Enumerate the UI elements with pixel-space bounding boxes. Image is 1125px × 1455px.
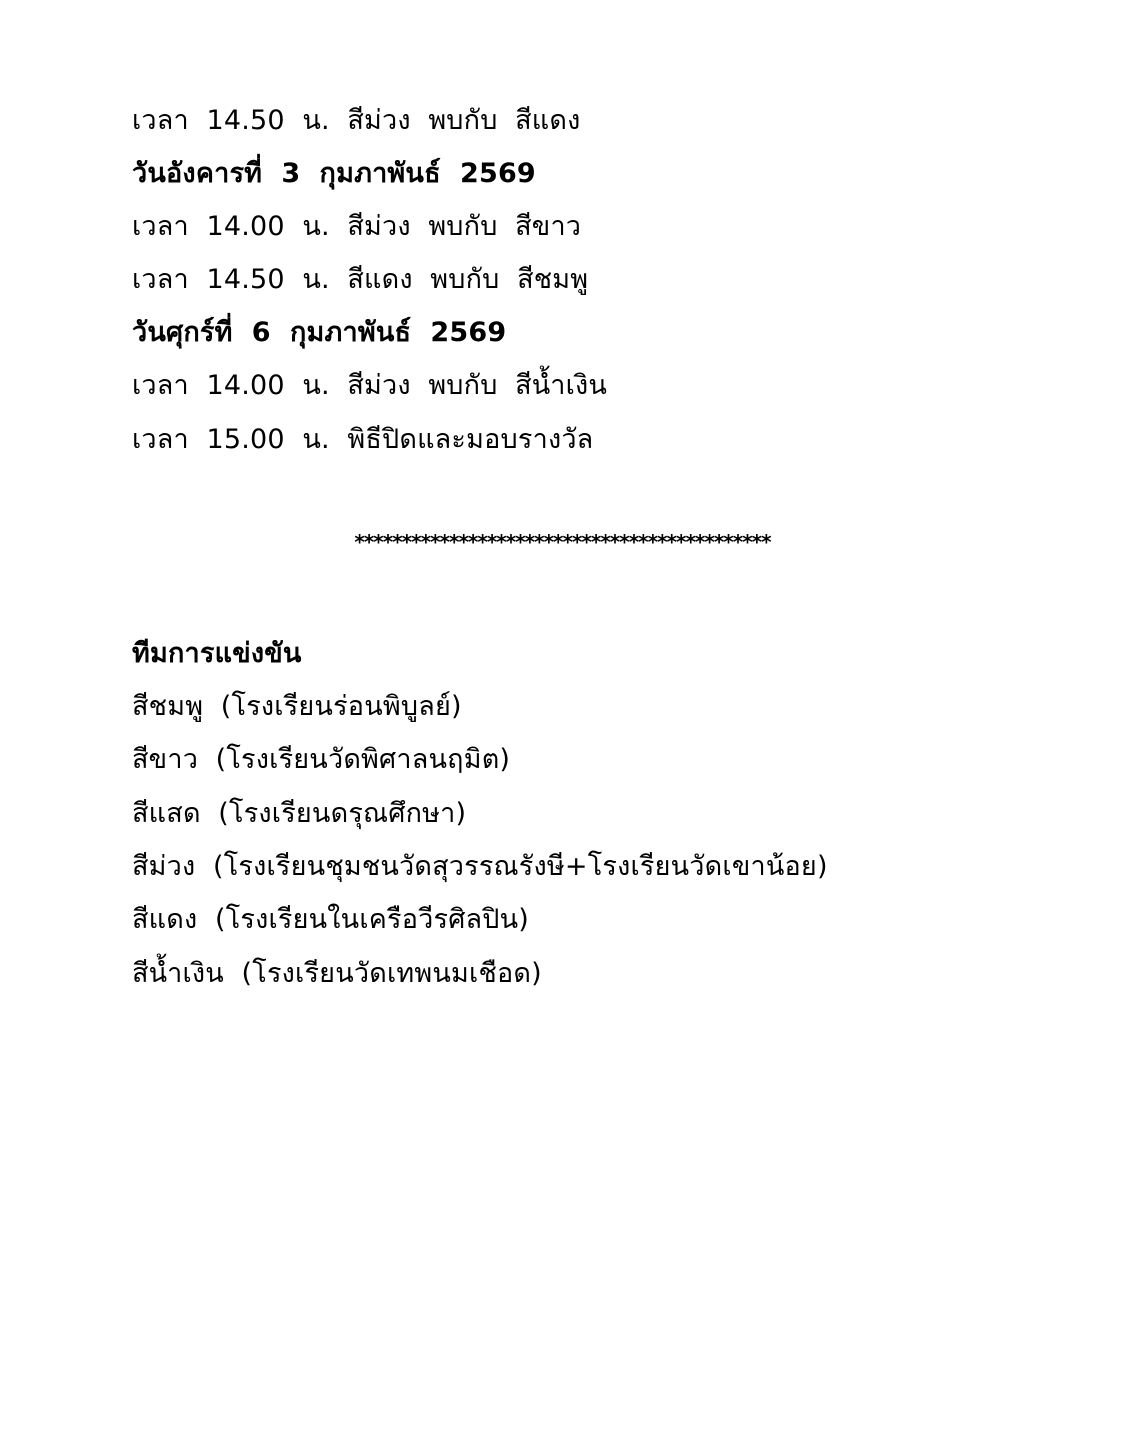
day-heading-tuesday: วันอังคารที่ 3 กุมภาพันธ์ 2569 — [132, 158, 536, 189]
day-heading-friday: วันศุกร์ที่ 6 กุมภาพันธ์ 2569 — [132, 317, 507, 348]
team-item-red: สีแดง (โรงเรียนในเครือวีรศิลปิน) — [132, 904, 530, 935]
team-item-purple: สีม่วง (โรงเรียนชุมชนวัดสุวรรณรังษี+โรงเรียนวัดเขาน้อย) — [132, 851, 828, 882]
schedule-line: เวลา 14.00 น. สีม่วง พบกับ สีขาว — [132, 211, 582, 242]
schedule-line: เวลา 14.50 น. สีม่วง พบกับ สีแดง — [132, 105, 581, 136]
team-item-pink: สีชมพู (โรงเรียนร่อนพิบูลย์) — [132, 691, 462, 722]
team-item-orange: สีแสด (โรงเรียนดรุณศึกษา) — [132, 798, 467, 829]
team-item-blue: สีน้ำเงิน (โรงเรียนวัดเทพนมเชือด) — [132, 958, 542, 989]
separator-stars: ******************************************** — [354, 530, 771, 554]
teams-heading: ทีมการแข่งขัน — [132, 638, 302, 669]
schedule-line: เวลา 15.00 น. พิธีปิดและมอบรางวัล — [132, 424, 594, 455]
schedule-line: เวลา 14.50 น. สีแดง พบกับ สีชมพู — [132, 264, 589, 295]
team-item-white: สีขาว (โรงเรียนวัดพิศาลนฤมิต) — [132, 744, 511, 775]
schedule-line: เวลา 14.00 น. สีม่วง พบกับ สีน้ำเงิน — [132, 370, 608, 401]
